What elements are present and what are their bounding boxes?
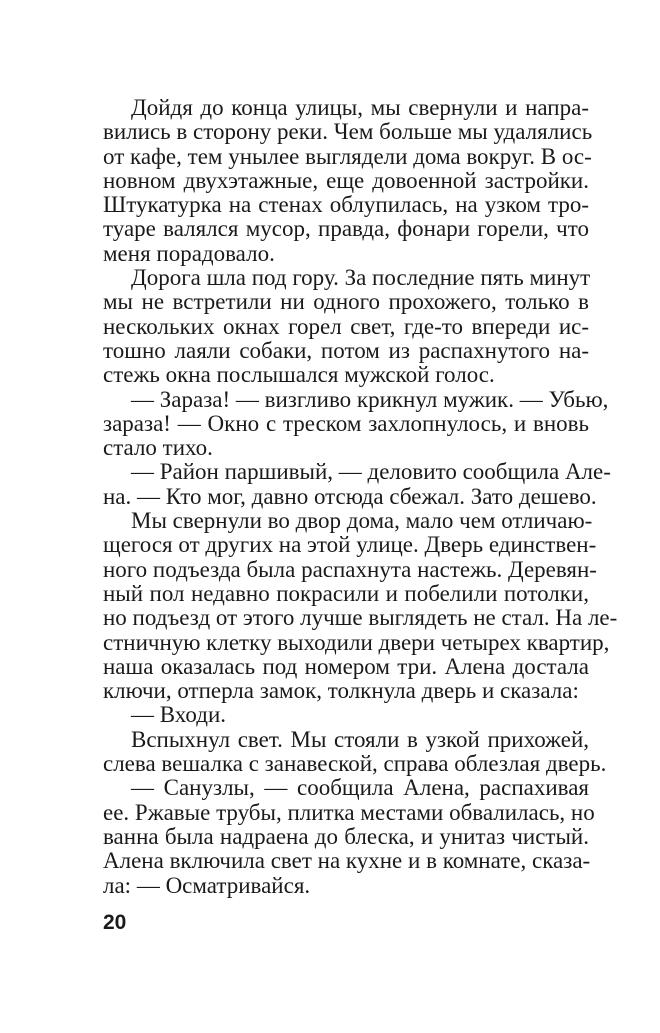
text-line: наша оказалась под номером три. Алена достала (103, 653, 589, 679)
text-line: новном двухэтажные, еще довоенной застройки. (103, 167, 589, 193)
page-number: 20 (103, 911, 127, 934)
text-line: стничную клетку выходили двери четырех квартир, (103, 629, 610, 655)
text-line: ного подъезда была распахнута настежь. Деревян- (103, 556, 597, 582)
text-line: Штукатурка на стенах облупилась, на узком тро- (103, 192, 589, 218)
text-line: туаре валялся мусор, правда, фонари горели, что (103, 216, 589, 242)
text-line: слева вешалка с занавеской, справа облезлая дверь. (103, 751, 607, 777)
text-line: ее. Ржавые трубы, плитка местами обвалилась, но (103, 799, 595, 825)
text-line: — Зараза! — визгливо крикнул мужик. — Убью, (131, 386, 609, 412)
text-line: мы не встретили ни одного прохожего, только в (103, 289, 589, 315)
text-line: Вспыхнул свет. Мы стояли в узкой прихожей, (131, 726, 589, 752)
text-line: меня порадовало. (103, 240, 275, 266)
text-line: зараза! — Окно с треском захлопнулось, и вновь (103, 410, 589, 436)
text-line: Мы свернули во двор дома, мало чем отличаю- (131, 508, 593, 534)
text-line: ла: — Осматривайся. (103, 872, 311, 898)
text-line: тошно лаяли собаки, потом из распахнутого на- (103, 337, 589, 363)
text-line: Алена включила свет на кухне и в комнате, сказа- (103, 848, 591, 874)
text-line: нескольких окнах горел свет, где-то впереди ис- (103, 313, 589, 339)
text-line: ный пол недавно покрасили и побелили потолки, (103, 580, 589, 606)
text-line: стежь окна послышался мужской голос. (103, 362, 495, 388)
text-line: стало тихо. (103, 435, 213, 461)
text-line: — Район паршивый, — деловито сообщила Але- (131, 459, 611, 485)
text-line: на. — Кто мог, давно отсюда сбежал. Зато дешево. (103, 483, 597, 509)
text-line: вились в сторону реки. Чем больше мы удалялись (103, 119, 593, 145)
text-line: — Санузлы, — сообщила Алена, распахивая (131, 775, 589, 801)
text-line: щегося от других на этой улице. Дверь единствен- (103, 532, 597, 558)
text-line: Дойдя до конца улицы, мы свернули и напра- (131, 95, 589, 120)
page-body-text (103, 95, 618, 898)
text-line: ванна была надраена до блеска, и унитаз чистый. (103, 823, 589, 849)
text-line: — Входи. (131, 702, 227, 728)
text-line: ключи, отперла замок, толкнула дверь и сказала: (103, 678, 579, 704)
text-line: но подъезд от этого лучше выглядеть не стал. На ле- (103, 605, 618, 631)
text-line: от кафе, тем унылее выглядели дома вокруг. В ос- (103, 143, 592, 169)
text-line: Дорога шла под гору. За последние пять минут (131, 265, 591, 291)
